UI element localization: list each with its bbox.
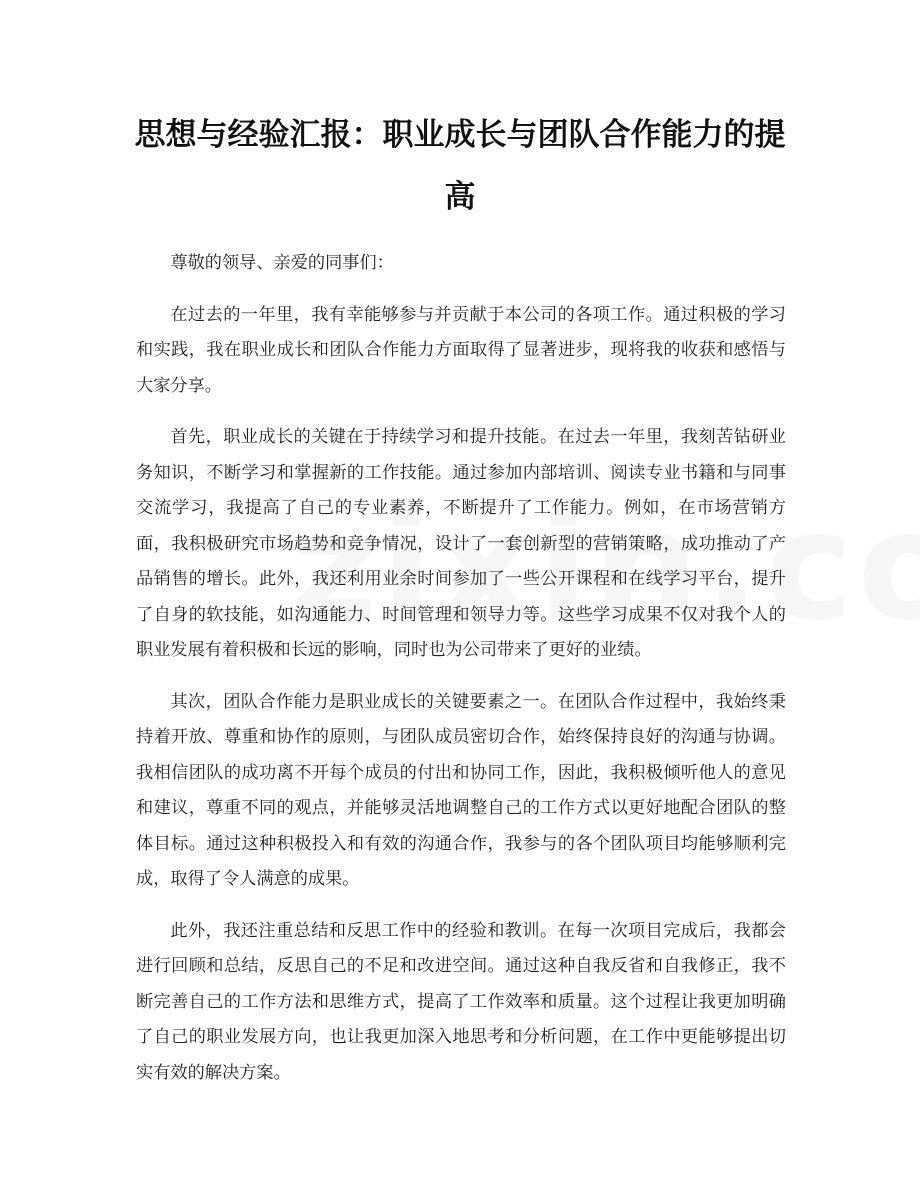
paragraph-career-growth: 首先，职业成长的关键在于持续学习和提升技能。在过去一年里，我刻苦钻研业务知识，不断学习和掌握新的工作技能。通过参加内部培训、阅读专业书籍和与同事交流学习，我提高了自己的专业素养，不断提升了工作能力。例如，在市场营销方面，我积极研究市场趋势和竞争情况，设计了一套创新型的营销策略，成功推动了产品销售的增长。此外，我还利用业余时间参加了一些公开课程和在线学习平台，提升了自身的软技能，如沟通能力、时间管理和领导力等。这些学习成果不仅对我个人的职业发展有着积极和长远的影响，同时也为公司带来了更好的业绩。: [136, 427, 786, 660]
page-title: 思想与经验汇报：职业成长与团队合作能力的提高: [134, 117, 786, 215]
greeting: 尊敬的领导、亲爱的同事们：: [170, 253, 394, 273]
document-body: [136, 246, 786, 1107]
paragraph-teamwork: 其次，团队合作能力是职业成长的关键要素之一。在团队合作过程中，我始终秉持着开放、尊重和协作的原则，与团队成员密切合作，始终保持良好的沟通与协调。我相信团队的成功离不开每个成员的付出和协同工作，因此，我积极倾听他人的意见和建议，尊重不同的观点，并能够灵活地调整自己的工作方式以更好地配合团队的整体目标。通过这种积极投入和有效的沟通合作，我参与的各个团队项目均能够顺利完成，取得了令人满意的成果。: [136, 691, 786, 889]
paragraph-intro: 在过去的一年里，我有幸能够参与并贡献于本公司的各项工作。通过积极的学习和实践，我在职业成长和团队合作能力方面取得了显著进步，现将我的收获和感悟与大家分享。: [136, 304, 786, 396]
paragraph-reflection: 此外，我还注重总结和反思工作中的经验和教训。在每一次项目完成后，我都会进行回顾和总结，反思自己的不足和改进空间。通过这种自我反省和自我修正，我不断完善自己的工作方法和思维方式，提高了工作效率和质量。这个过程让我更加明确了自己的职业发展方向，也让我更加深入地思考和分析问题，在工作中更能够提出切实有效的解决方案。: [136, 920, 786, 1083]
